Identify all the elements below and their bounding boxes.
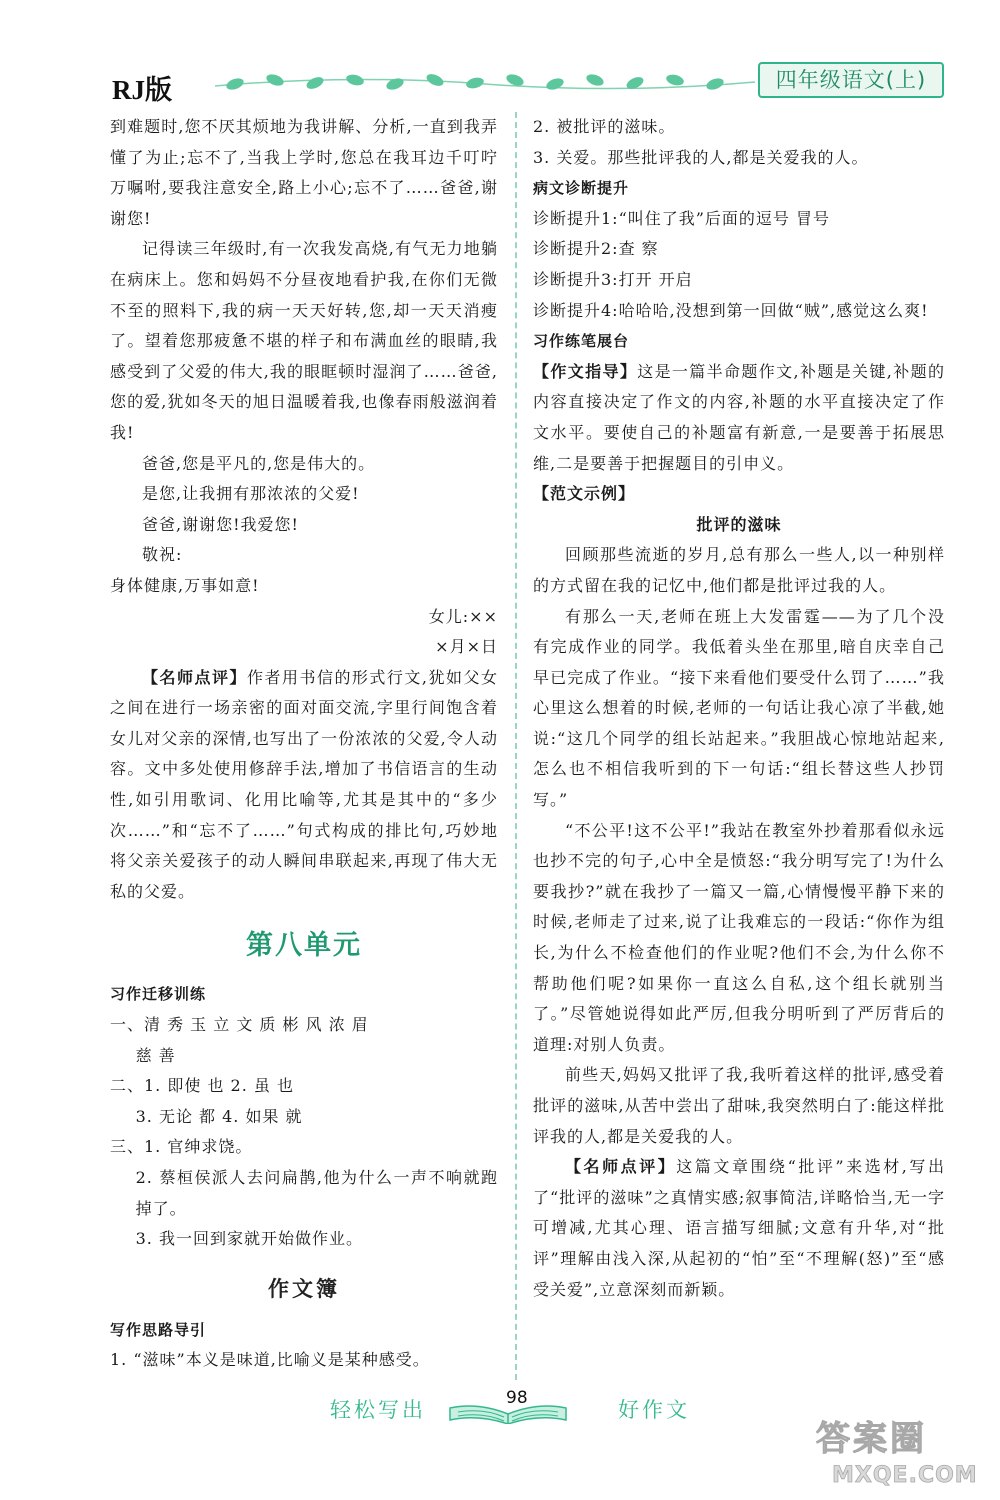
writing-guide bbox=[533, 357, 945, 479]
letter-paragraph: 爸爸,谢谢您!我爱您! bbox=[142, 514, 299, 534]
open-book-icon bbox=[448, 1402, 568, 1424]
letter-paragraph: 是您,让我拥有那浓浓的父爱! bbox=[142, 484, 360, 504]
comment-text: 这篇文章围绕“批评”来选材,写出了“批评的滋味”之真情实感;叙事简洁,详略恰当,无一字可增减,尤其心理、语言描写细腻;文意有升华,对“批评”理解由浅入深,从起初的“怕”至“不理解(怒)”至“感受关爱”,立意深刻而新颖。 bbox=[533, 1157, 945, 1299]
section-heading: 写作思路导引 bbox=[110, 1320, 207, 1339]
answer-line: 2. 蔡桓侯派人去问扁鹊,他为什么一声不响就跑掉了。 bbox=[135, 1168, 498, 1218]
page-number: 98 bbox=[506, 1388, 528, 1408]
comment-text: 作者用书信的形式行文,犹如父女之间在进行一场亲密的面对面交流,字里行间饱含着女儿对父亲的深情,也写出了一份浓浓的父爱,令人动容。文中多处使用修辞手法,增加了书信语言的生动性,如引用歌词、化用比喻等,尤其是其中的“多少次……”和“忘不了……”句式构成的排比句,巧妙地将父亲关爱孩子的动人瞬间串联起来,再现了伟大无私的父爱。 bbox=[110, 667, 498, 901]
svg-text:答案圈: 答案圈 bbox=[816, 1419, 927, 1459]
page-footer bbox=[330, 1388, 690, 1428]
essay-paragraph: 有那么一天,老师在班上大发雷霆——为了几个没有完成作业的同学。我低着头坐在那里,暗自庆幸自己早已完成了作业。“接下来看他们要受什么罚了……”我心里这么想着的时候,老师的一句话让我心凉了半截,她说:“这几个同学的组长站起来。”我胆战心惊地站起来,怎么也不相信我听到的下一句话:“组长替这些人抄罚写。” bbox=[533, 606, 945, 810]
letter-closing: 敬祝: bbox=[142, 545, 183, 565]
letter-wish: 身体健康,万事如意! bbox=[110, 575, 260, 595]
edition-badge: RJ版 bbox=[112, 75, 172, 105]
column-divider bbox=[515, 112, 517, 1380]
letter-paragraph: 爸爸,您是平凡的,您是伟大的。 bbox=[142, 453, 376, 473]
answer-line: 3. 关爱。那些批评我的人,都是关爱我的人。 bbox=[533, 147, 869, 167]
letter-paragraph: 到难题时,您不厌其烦地为我讲解、分析,一直到我弄懂了为止;忘不了,当我上学时,您总在我耳边千叮咛万嘱咐,要我注意安全,路上小心;忘不了……爸爸,谢谢您! bbox=[110, 117, 498, 228]
diagnosis-line: 诊断提升3:打开 开启 bbox=[533, 269, 693, 289]
left-column bbox=[110, 112, 498, 1376]
essay-paragraph: 前些天,妈妈又批评了我,我听着这样的批评,感受着批评的滋味,从苦中尝出了甜味,我突然明白了:能这样批评我的人,都是关爱我的人。 bbox=[533, 1065, 945, 1146]
leaf-vine-decoration bbox=[215, 70, 755, 96]
answer-line: 一、清 秀 玉 立 文 质 彬 风 浓 眉 bbox=[110, 1015, 369, 1035]
answer-line: 慈 善 bbox=[135, 1045, 176, 1065]
essay-paragraph: “不公平!这不公平!”我站在教室外抄着那看似永远也抄不完的句子,心中全是愤怒:“我分明写完了!为什么要我抄?”就在我抄了一篇又一篇,心情慢慢平静下来的时候,老师走了过来,说了让我难忘的一段话:“你作为组长,为什么不检查他们的作业呢?他们不会,为什么你不帮助他们呢?如果你一直这么自私,这个组长就别当了。”尽管她说得如此严厉,但我分明听到了严厉背后的道理:对别人负责。 bbox=[533, 820, 945, 1054]
composition-book-title: 作文簿 bbox=[268, 1276, 340, 1301]
teacher-comment bbox=[110, 663, 498, 908]
letter-date: ×月×日 bbox=[435, 637, 498, 657]
sample-tag: 【范文示例】 bbox=[533, 484, 636, 504]
letter-signature: 女儿:×× bbox=[428, 606, 498, 626]
diagnosis-line: 诊断提升4:哈哈哈,没想到第一回做“贼”,感觉这么爽! bbox=[533, 300, 929, 320]
svg-text:MXQE.COM: MXQE.COM bbox=[832, 1463, 978, 1488]
letter-paragraph: 记得读三年级时,有一次我发高烧,有气无力地躺在病床上。您和妈妈不分昼夜地看护我,在你们无微不至的照料下,我的病一天天好转,您,却一天天消瘦了。望着您那疲惫不堪的样子和布满血丝的眼睛,我感受到了父爱的伟大,我的眼眶顿时湿润了……爸爸,您的爱,犹如冬天的旭日温暖着我,也像春雨般滋润着我! bbox=[110, 239, 498, 442]
right-column bbox=[533, 112, 945, 1305]
answer-line: 二、1. 即使 也 2. 虽 也 bbox=[110, 1076, 294, 1096]
section-heading: 病文诊断提升 bbox=[533, 179, 630, 198]
footer-slogan-left: 轻松写出 bbox=[330, 1398, 426, 1422]
answer-line: 2. 被批评的滋味。 bbox=[533, 117, 676, 136]
section-heading: 习作迁移训练 bbox=[110, 985, 207, 1004]
book-title-badge: 四年级语文(上) bbox=[758, 62, 944, 98]
comment-tag: 【名师点评】 bbox=[142, 667, 247, 687]
answer-line: 1. “滋味”本义是味道,比喻义是某种感受。 bbox=[110, 1350, 430, 1370]
answer-line: 3. 无论 都 4. 如果 就 bbox=[135, 1106, 303, 1126]
answer-line: 3. 我一回到家就开始做作业。 bbox=[135, 1229, 363, 1249]
comment-tag: 【名师点评】 bbox=[565, 1157, 677, 1177]
diagnosis-line: 诊断提升2:查 察 bbox=[533, 239, 659, 259]
guide-tag: 【作文指导】 bbox=[533, 361, 638, 381]
unit-title: 第八单元 bbox=[246, 930, 362, 962]
essay-title: 批评的滋味 bbox=[696, 514, 782, 534]
guide-text: 这是一篇半命题作文,补题是关键,补题的内容直接决定了作文的内容,补题的水平直接决定了作文水平。要使自己的补题富有新意,一是要善于拓展思维,二是要善于把握题目的引申义。 bbox=[533, 361, 945, 473]
diagnosis-line: 诊断提升1:“叫住了我”后面的逗号 冒号 bbox=[533, 208, 831, 228]
essay-paragraph: 回顾那些流逝的岁月,总有那么一些人,以一种别样的方式留在我的记忆中,他们都是批评过我的人。 bbox=[533, 545, 945, 595]
section-heading: 习作练笔展台 bbox=[533, 332, 630, 351]
watermark-logo bbox=[812, 1410, 984, 1490]
answer-line: 三、1. 官绅求饶。 bbox=[110, 1137, 253, 1157]
teacher-comment bbox=[533, 1152, 945, 1305]
footer-slogan-right: 好作文 bbox=[618, 1398, 690, 1422]
